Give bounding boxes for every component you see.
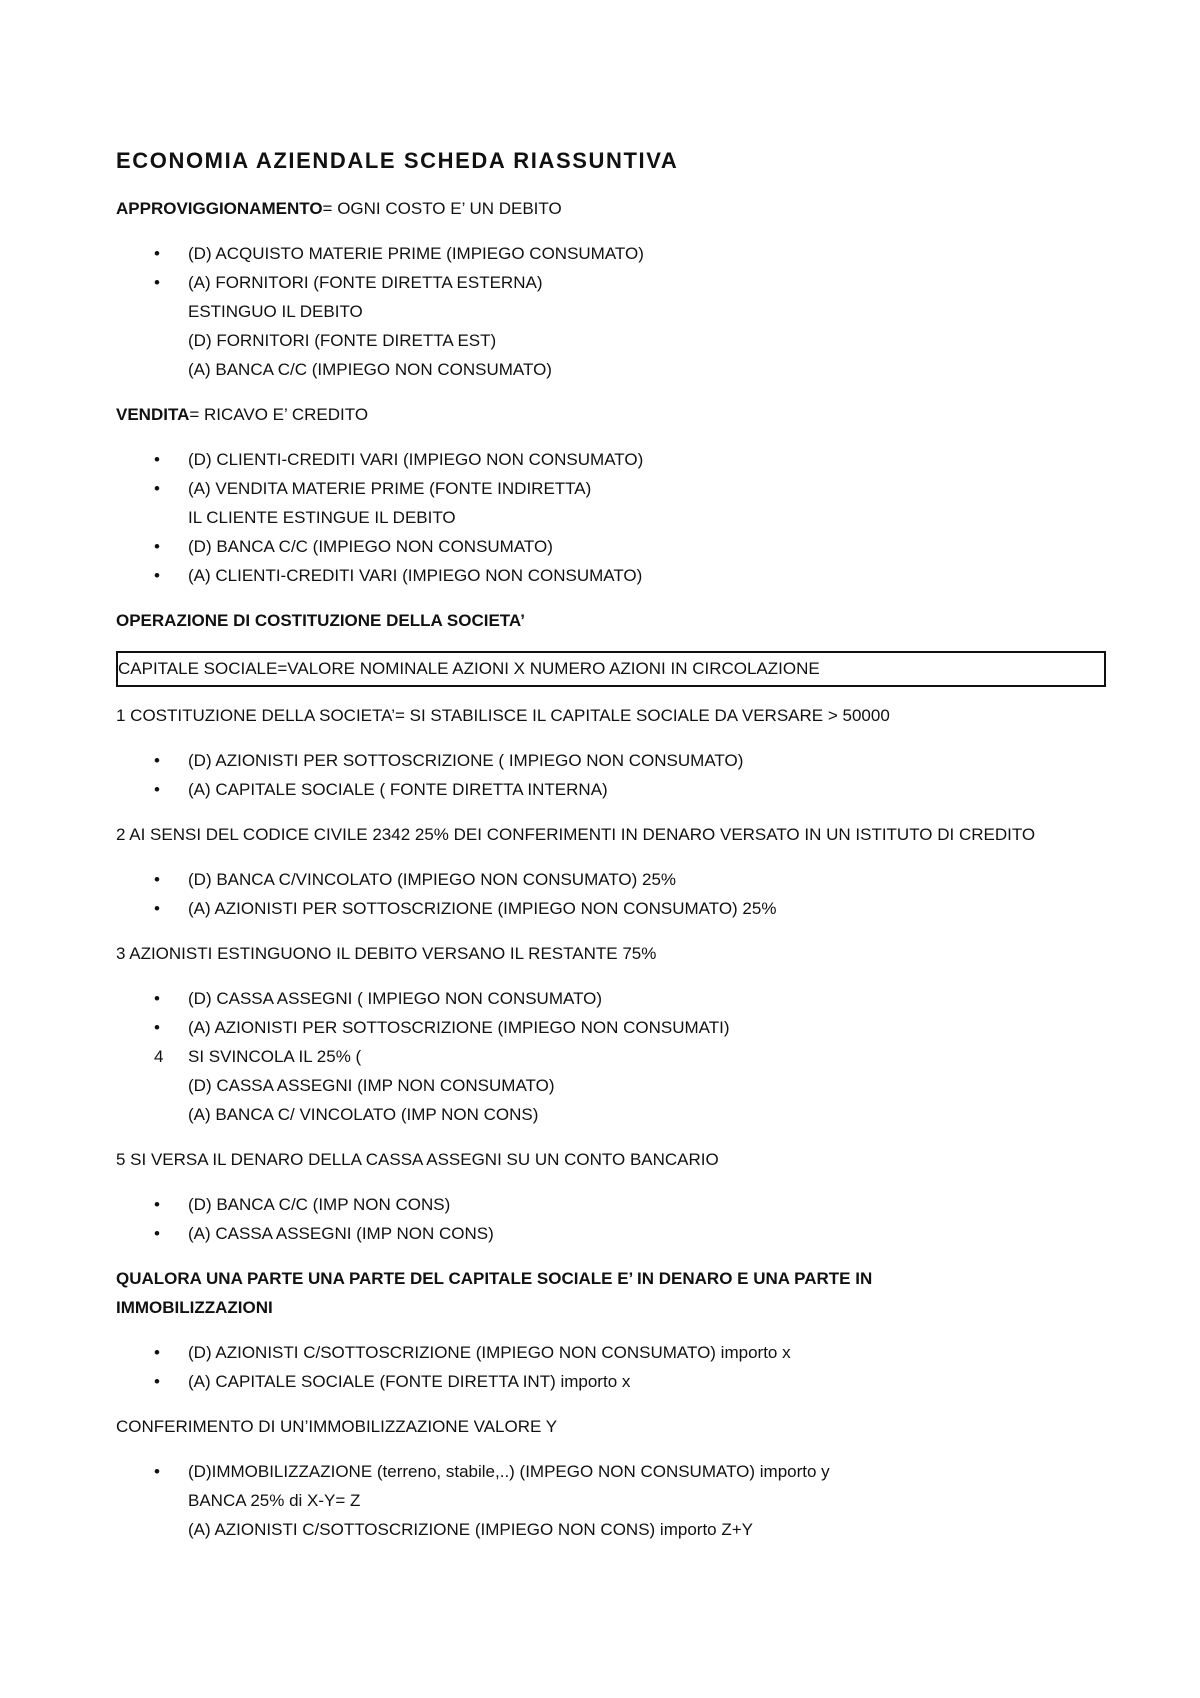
heading-bold: APPROVIGGIONAMENTO: [116, 199, 323, 218]
list-continuation: (A) BANCA C/ VINCOLATO (IMP NON CONS): [188, 1105, 539, 1124]
conferimento-list: [116, 1457, 1106, 1544]
section-costituzione-heading: OPERAZIONE DI COSTITUZIONE DELLA SOCIETA’: [116, 611, 525, 630]
numbered-item: [116, 1042, 1106, 1071]
heading-bold: VENDITA: [116, 405, 190, 424]
list-item: • (D) AZIONISTI PER SOTTOSCRIZIONE ( IMPIEGO NON CONSUMATO): [116, 746, 1106, 775]
list-continuation: (A) BANCA C/C (IMPIEGO NON CONSUMATO): [188, 360, 552, 379]
section-immobilizzazioni-heading: QUALORA UNA PARTE UNA PARTE DEL CAPITALE SOCIALE E’ IN DENARO E UNA PARTE IN IMMOBILIZZAZIONI: [116, 1269, 873, 1317]
list-item: • (A) FORNITORI (FONTE DIRETTA ESTERNA): [116, 268, 1106, 297]
step-3-text: 3 AZIONISTI ESTINGUONO IL DEBITO VERSANO IL RESTANTE 75%: [116, 944, 657, 963]
list-item: • (A) VENDITA MATERIE PRIME (FONTE INDIRETTA): [116, 474, 1106, 503]
item-text: SI SVINCOLA IL 25% (: [188, 1047, 362, 1066]
item-number: 4: [154, 1047, 164, 1066]
list-item: • (D)IMMOBILIZZAZIONE (terreno, stabile,..) (IMPEGO NON CONSUMATO) importo y: [116, 1457, 1106, 1486]
list-continuation: BANCA 25% di X-Y= Z: [188, 1491, 361, 1510]
list-item: • (A) CLIENTI-CREDITI VARI (IMPIEGO NON CONSUMATO): [116, 561, 1106, 590]
approvvigionamento-list: [116, 239, 1106, 384]
list-item: • (D) CLIENTI-CREDITI VARI (IMPIEGO NON CONSUMATO): [116, 445, 1106, 474]
list-item: • (A) AZIONISTI PER SOTTOSCRIZIONE (IMPIEGO NON CONSUMATI): [116, 1013, 1106, 1042]
step-1-text: 1 COSTITUZIONE DELLA SOCIETA’= SI STABILISCE IL CAPITALE SOCIALE DA VERSARE > 50000: [116, 706, 890, 725]
document-title: ECONOMIA AZIENDALE SCHEDA RIASSUNTIVA: [116, 148, 679, 173]
list-item: • (D) BANCA C/C (IMPIEGO NON CONSUMATO): [116, 532, 1106, 561]
heading-rest: = RICAVO E’ CREDITO: [189, 405, 369, 424]
list-item: • (A) CAPITALE SOCIALE ( FONTE DIRETTA INTERNA): [116, 775, 1106, 804]
list-item: • (D) CASSA ASSEGNI ( IMPIEGO NON CONSUMATO): [116, 984, 1106, 1013]
step-1-list: [116, 746, 1106, 804]
list-item: • (A) CAPITALE SOCIALE (FONTE DIRETTA INT) importo x: [116, 1367, 1106, 1396]
section-conferimento-heading: CONFERIMENTO DI UN’IMMOBILIZZAZIONE VALORE Y: [116, 1417, 558, 1436]
list-continuation: (D) CASSA ASSEGNI (IMP NON CONSUMATO): [188, 1076, 555, 1095]
step-5-list: [116, 1190, 1106, 1248]
step-2-text: 2 AI SENSI DEL CODICE CIVILE 2342 25% DEI CONFERIMENTI IN DENARO VERSATO IN UN ISTITUTO DI CREDITO: [116, 825, 1036, 844]
list-item: • (D) AZIONISTI C/SOTTOSCRIZIONE (IMPIEGO NON CONSUMATO) importo x: [116, 1338, 1106, 1367]
step-2-list: [116, 865, 1106, 923]
list-item: • (D) ACQUISTO MATERIE PRIME (IMPIEGO CONSUMATO): [116, 239, 1106, 268]
list-continuation: (A) AZIONISTI C/SOTTOSCRIZIONE (IMPIEGO NON CONS) importo Z+Y: [188, 1520, 753, 1539]
section-vendita-heading: [116, 400, 1106, 429]
document-page: [116, 130, 1106, 1560]
list-continuation: IL CLIENTE ESTINGUE IL DEBITO: [188, 508, 456, 527]
heading-rest: = OGNI COSTO E’ UN DEBITO: [322, 199, 562, 218]
vendita-list: [116, 445, 1106, 590]
list-continuation: ESTINGUO IL DEBITO: [188, 302, 363, 321]
list-item: • (A) AZIONISTI PER SOTTOSCRIZIONE (IMPIEGO NON CONSUMATO) 25%: [116, 894, 1106, 923]
immobilizzazioni-list: [116, 1338, 1106, 1396]
section-approvvigionamento-heading: [116, 194, 1106, 223]
list-continuation: (D) FORNITORI (FONTE DIRETTA EST): [188, 331, 497, 350]
formula-box: [116, 651, 1106, 687]
step-3-list: [116, 984, 1106, 1129]
list-item: • (D) BANCA C/C (IMP NON CONS): [116, 1190, 1106, 1219]
step-5-text: 5 SI VERSA IL DENARO DELLA CASSA ASSEGNI SU UN CONTO BANCARIO: [116, 1150, 719, 1169]
list-item: • (A) CASSA ASSEGNI (IMP NON CONS): [116, 1219, 1106, 1248]
formula-text: CAPITALE SOCIALE=VALORE NOMINALE AZIONI X NUMERO AZIONI IN CIRCOLAZIONE: [118, 659, 820, 678]
list-item: • (D) BANCA C/VINCOLATO (IMPIEGO NON CONSUMATO) 25%: [116, 865, 1106, 894]
